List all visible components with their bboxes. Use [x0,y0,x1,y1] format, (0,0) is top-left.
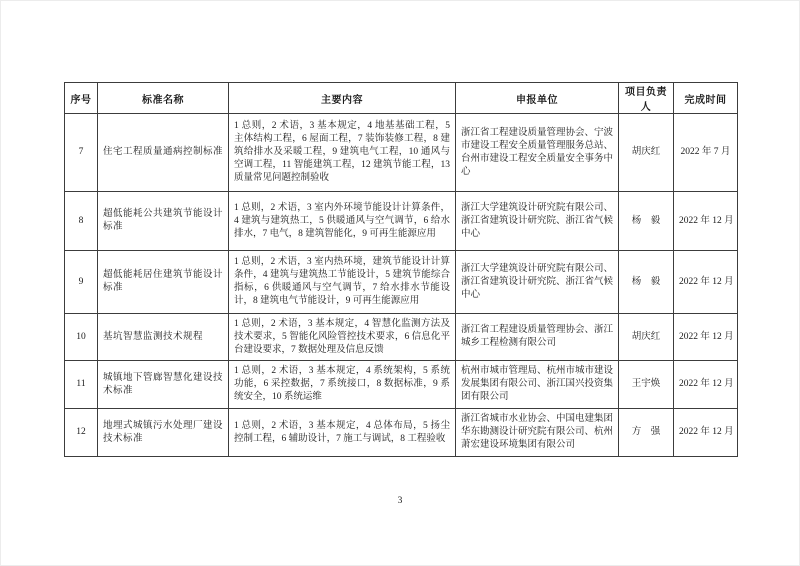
col-header-leader: 项目负责人 [619,83,674,114]
page-number: 3 [397,496,403,506]
standard-name-cell: 基坑智慧监测技术规程 [98,314,229,361]
standard-name-cell: 超低能耗居住建筑节能设计标准 [98,251,229,314]
row-number-cell: 10 [65,314,98,361]
leader-cell: 胡庆红 [619,114,674,192]
col-header-content: 主要内容 [229,83,456,114]
table-row [65,409,738,457]
leader-cell: 王宇焕 [619,361,674,409]
date-cell: 2022 年 12 月 [674,361,738,409]
date-cell: 2022 年 12 月 [674,251,738,314]
main-content-cell: 1 总则，2 术语，3 基本规定，4 总体布局，5 扬尘控制工程，6 辅助设计，7 施工与调试，8 工程验收 [229,409,456,457]
col-header-org: 申报单位 [456,83,619,114]
leader-cell: 胡庆红 [619,314,674,361]
org-cell: 浙江大学建筑设计研究院有限公司、浙江省建筑设计研究院、浙江省气候中心 [456,251,619,314]
main-content-cell: 1 总则，2 术语，3 室内外环境节能设计计算条件，4 建筑与建筑热工，5 供暖通风与空气调节，6 给水排水，7 电气，8 建筑智能化，9 可再生能源应用 [229,192,456,251]
standard-name-cell: 住宅工程质量通病控制标准 [98,114,229,192]
table-row [65,251,738,314]
leader-cell: 杨 毅 [619,192,674,251]
leader-cell: 杨 毅 [619,251,674,314]
col-header-no: 序号 [65,83,98,114]
table-row [65,314,738,361]
org-cell: 浙江省工程建设质量管理协会、浙江城乡工程检测有限公司 [456,314,619,361]
table-row [65,192,738,251]
row-number-cell: 12 [65,409,98,457]
org-cell: 杭州市城市管理局、杭州市城市建设发展集团有限公司、浙江国兴投资集团有限公司 [456,361,619,409]
date-cell: 2022 年 12 月 [674,409,738,457]
org-cell: 浙江大学建筑设计研究院有限公司、浙江省建筑设计研究院、浙江省气候中心 [456,192,619,251]
row-number-cell: 8 [65,192,98,251]
main-content-cell: 1 总则，2 术语，3 基本规定，4 系统架构，5 系统功能，6 采控数据，7 系统接口，8 数据标准，9 系统安全，10 系统运维 [229,361,456,409]
row-number-cell: 11 [65,361,98,409]
main-content-cell: 1 总则，2 术语，3 基本规定，4 智慧化监测方法及技术要求，5 智能化风险管控技术要求，6 信息化平台建设要求，7 数据处理及信息反馈 [229,314,456,361]
org-cell: 浙江省工程建设质量管理协会、宁波市建设工程安全质量管理服务总站、台州市建设工程安全质量安全事务中心 [456,114,619,192]
standard-name-cell: 地埋式城镇污水处理厂建设技术标准 [98,409,229,457]
table-header-row [65,83,738,114]
org-cell: 浙江省城市水业协会、中国电建集团华东勘测设计研究院有限公司、杭州萧宏建设环境集团有限公司 [456,409,619,457]
main-content-cell: 1 总则，2 术语，3 基本规定，4 地基基础工程，5 主体结构工程，6 屋面工程，7 装饰装修工程，8 建筑给排水及采暖工程，9 建筑电气工程，10 通风与空调工程，11 智能建筑工程，12 建筑节能工程，13 质量常见问题控制验收 [229,114,456,192]
main-content-cell: 1 总则，2 术语，3 室内热环境，建筑节能设计计算条件，4 建筑与建筑热工节能设计，5 建筑节能综合指标，6 供暖通风与空气调节，7 给水排水节能设计，8 建筑电气节能设计，9 可再生能源应用 [229,251,456,314]
col-header-date: 完成时间 [674,83,738,114]
leader-cell: 方 强 [619,409,674,457]
row-number-cell: 7 [65,114,98,192]
row-number-cell: 9 [65,251,98,314]
table-row [65,114,738,192]
date-cell: 2022 年 12 月 [674,192,738,251]
table-row [65,361,738,409]
standard-name-cell: 超低能耗公共建筑节能设计标准 [98,192,229,251]
standards-table [64,82,738,457]
standard-name-cell: 城镇地下管廊智慧化建设技术标准 [98,361,229,409]
date-cell: 2022 年 7 月 [674,114,738,192]
date-cell: 2022 年 12 月 [674,314,738,361]
col-header-name: 标准名称 [98,83,229,114]
